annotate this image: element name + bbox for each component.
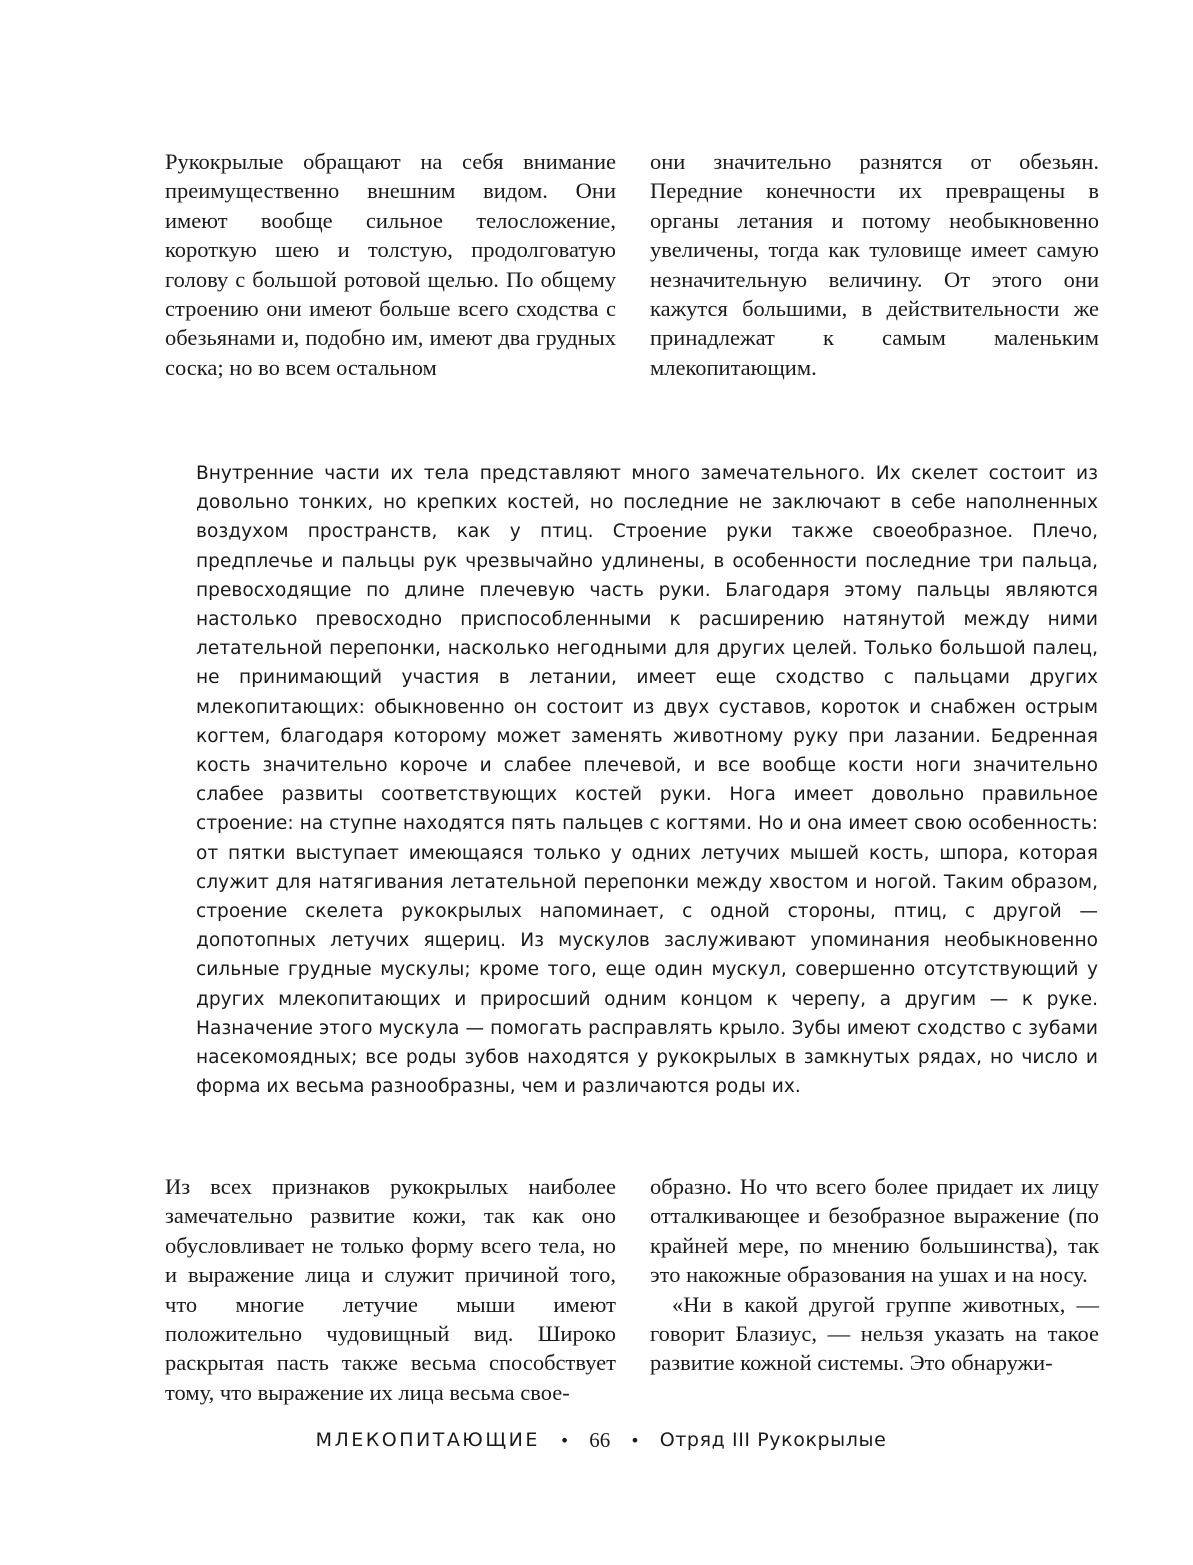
bottom-right-paragraph-1: образно. Но что всего более придает их лицу отталкивающее и безобразное выражение (по крайней мере, по мнению большинства), так это накожные образования на ушах и на носу. [650, 1174, 1099, 1288]
page-number: 66 [589, 1427, 611, 1452]
top-left-paragraph: Рукокрылые обращают на себя внимание преимущественно внешним видом. Они имеют вообще сильное телосложение, короткую шею и толстую, продолговатую голову с большой ротовой щелью. По общему строению они имеют больше всего сходства с обезьянами и, подобно им, имеют два грудных соска; но во всем остальном [165, 149, 616, 380]
inset-block [196, 459, 1098, 1101]
footer-separator: • [630, 1430, 640, 1450]
bottom-left-paragraph: Из всех признаков рукокрылых наиболее замечательно развитие кожи, так как оно обусловливает не только форму всего тела, но и выражение лица и служит причиной того, что многие летучие мыши имеют положительно чудовищный вид. Широко раскрытая пасть также весьма способствует тому, что выражение их лица весьма свое- [165, 1174, 616, 1405]
inset-paragraph: Внутренние части их тела представляют много замечательного. Их скелет состоит из довольно тонких, но крепких костей, но последние не заключают в себе наполненных воздухом пространств, как у птиц. Строение руки также своеобразное. Плечо, предплечье и пальцы рук чрезвычайно удлинены, в особенности последние три пальца, превосходящие по длине плечевую часть руки. Благодаря этому пальцы являются настолько превосходно приспособленными к расширению натянутой между ними летательной перепонки, насколько негодными для других целей. Только большой палец, не принимающий участия в летании, имеет еще сходство с пальцами других млекопитающих: обыкновенно он состоит из двух суставов, короток и снабжен острым когтем, благодаря которому может заменять животному руку при лазании. Бедренная кость значительно короче и слабее плечевой, и все вообще кости ноги значительно слабее развиты соответствующих костей руки. Нога имеет довольно правильное строение: на ступне находятся пять пальцев с когтями. Но и она имеет свою особенность: от пятки выступает имеющаяся только у одних летучих мышей кость, шпора, которая служит для натягивания летательной перепонки между хвостом и ногой. Таким образом, строение скелета рукокрылых напоминает, с одной стороны, птиц, с другой — допотопных летучих ящериц. Из мускулов заслуживают упоминания необыкновенно сильные грудные мускулы; кроме того, еще один мускул, совершенно отсутствующий у других млекопитающих и приросший одним концом к черепу, а другим — к руке. Назначение этого мускула — помогать расправлять крыло. Зубы имеют сходство с зубами насекомоядных; все роды зубов находятся у рукокрылых в замкнутых рядах, но число и форма их весьма разнообразны, чем и различаются роды их. [196, 463, 1098, 1098]
bottom-right-paragraph-2: «Ни в какой другой группе животных, — говорит Блазиус, — нельзя указать на такое развитие кожной системы. Это обнаружи- [650, 1291, 1099, 1376]
top-right-column [650, 147, 1099, 382]
bottom-left-column [165, 1172, 616, 1407]
bottom-right-column [650, 1172, 1099, 1378]
top-right-paragraph: они значительно разнятся от обезьян. Передние конечности их превращены в органы летания и потому необыкновенно увеличены, тогда как туловище имеет самую незначительную величину. От этого они кажутся большими, в действительности же принадлежат к самым маленьким млекопитающим. [650, 149, 1099, 380]
footer-section-title: МЛЕКОПИТАЮЩИЕ [315, 1429, 540, 1451]
page-footer [0, 1424, 1193, 1456]
footer-separator: • [559, 1430, 570, 1450]
footer-chapter-title: Отряд III Рукокрылые [659, 1429, 887, 1451]
top-left-column [165, 147, 616, 382]
